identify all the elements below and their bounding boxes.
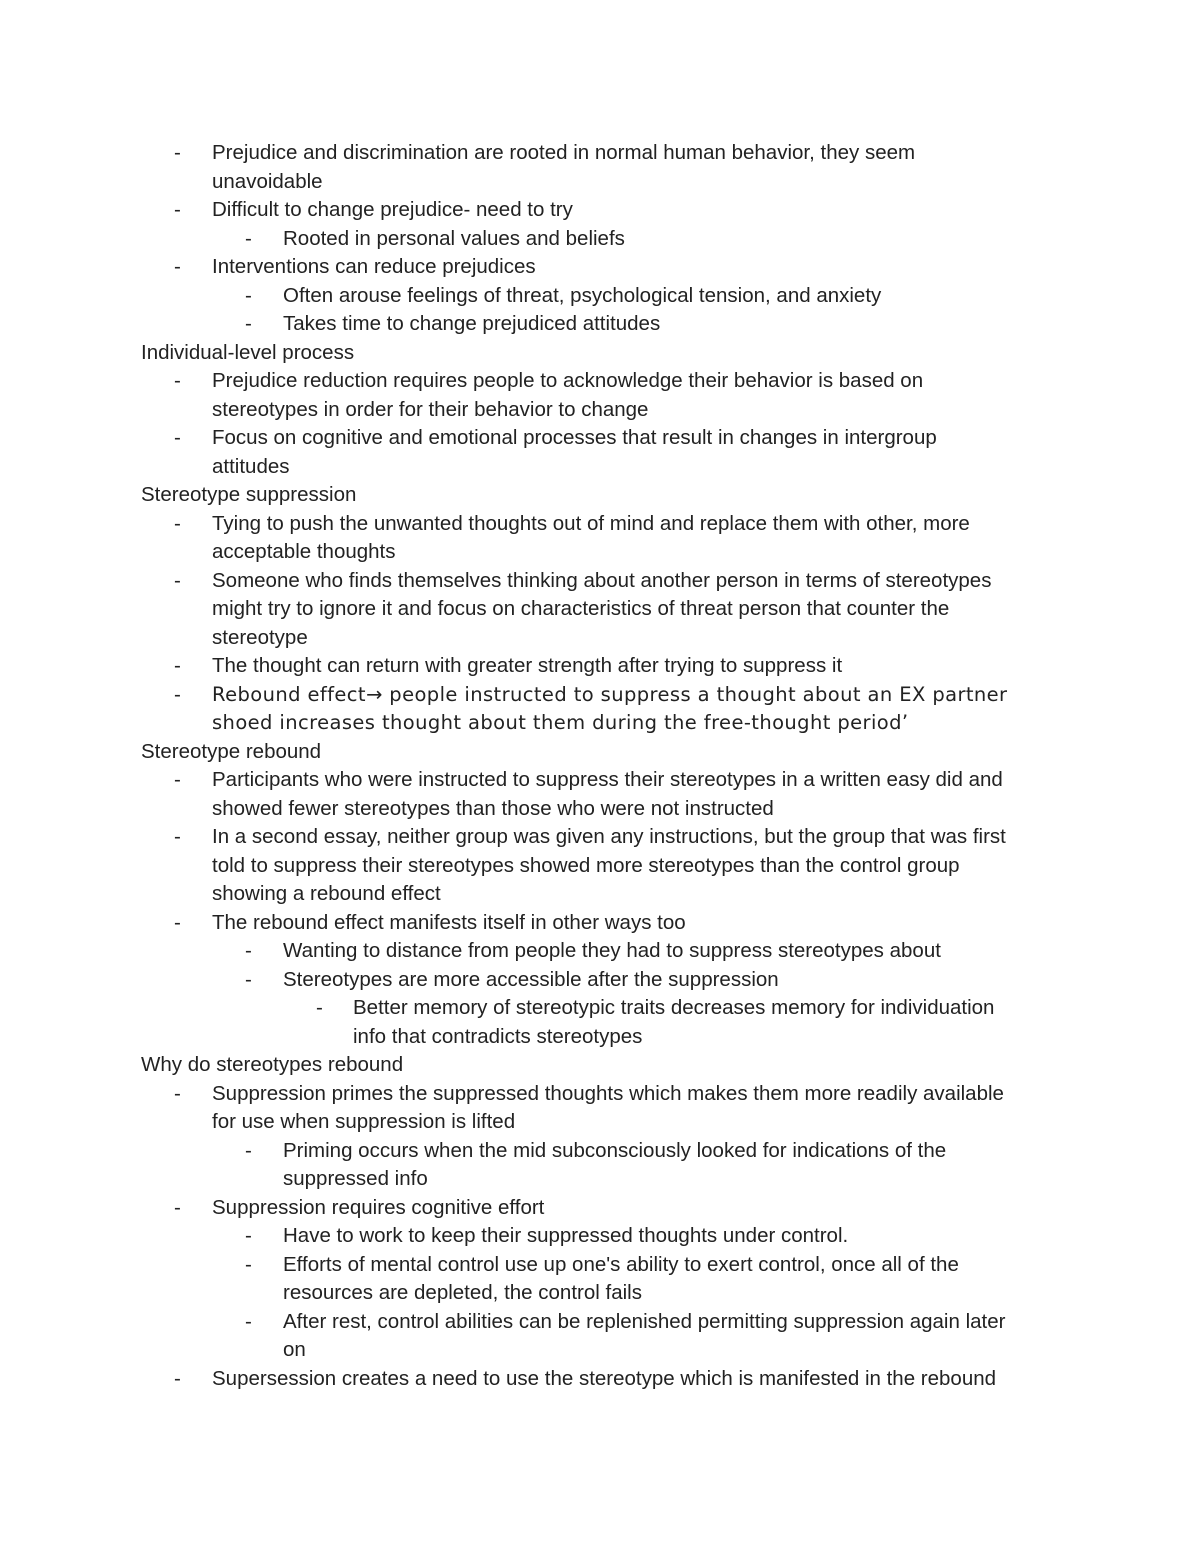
bullet-item <box>0 424 1200 453</box>
line-text: Prejudice and discrimination are rooted in normal human behavior, they seem <box>212 141 916 164</box>
bullet-dash-icon: - <box>245 1224 252 1247</box>
bullet-continuation <box>0 168 1200 197</box>
bullet-dash-icon: - <box>245 939 252 962</box>
line-text: Rebound effect→ people instructed to suppress a thought about an EX partner <box>212 682 1008 706</box>
bullet-dash-icon: - <box>174 568 181 592</box>
bullet-dash-icon: - <box>245 1138 252 1162</box>
line-text: told to suppress their stereotypes showed more stereotypes than the control group <box>212 853 960 877</box>
bullet-dash-icon: - <box>245 226 252 250</box>
line-text: showed fewer stereotypes than those who were not instructed <box>212 796 774 820</box>
section-heading <box>0 738 1200 767</box>
bullet-dash-icon: - <box>174 141 181 164</box>
line-text: shoed increases thought about them during the free-thought period’ <box>212 711 909 734</box>
bullet-item <box>0 510 1200 539</box>
line-text: Someone who finds themselves thinking about another person in terms of stereotypes <box>212 568 992 592</box>
bullet-item <box>0 225 1200 254</box>
bullet-item <box>0 1308 1200 1337</box>
line-text: suppressed info <box>283 1167 428 1190</box>
line-text: info that contradicts stereotypes <box>353 1024 643 1048</box>
bullet-item <box>0 1137 1200 1166</box>
bullet-continuation <box>0 709 1200 738</box>
bullet-continuation <box>0 1279 1200 1308</box>
bullet-dash-icon: - <box>174 682 181 706</box>
bullet-continuation <box>0 1108 1200 1137</box>
bullet-continuation <box>0 852 1200 881</box>
bullet-continuation <box>0 396 1200 425</box>
bullet-dash-icon: - <box>174 198 181 221</box>
line-text: Takes time to change prejudiced attitudes <box>283 312 661 335</box>
line-text: The rebound effect manifests itself in other ways too <box>212 910 686 934</box>
bullet-item <box>0 823 1200 852</box>
bullet-item <box>0 994 1200 1023</box>
bullet-item <box>0 681 1200 710</box>
section-heading <box>0 339 1200 368</box>
bullet-item <box>0 766 1200 795</box>
bullet-dash-icon: - <box>245 967 252 991</box>
bullet-continuation <box>0 1336 1200 1365</box>
bullet-dash-icon: - <box>316 996 323 1019</box>
line-text: Rooted in personal values and beliefs <box>283 226 625 250</box>
bullet-dash-icon: - <box>245 1309 252 1333</box>
line-text: After rest, control abilities can be replenished permitting suppression again later <box>283 1309 1006 1333</box>
section-heading <box>0 481 1200 510</box>
line-text: Tying to push the unwanted thoughts out of mind and replace them with other, more <box>212 511 970 535</box>
line-text: attitudes <box>212 454 290 478</box>
bullet-dash-icon: - <box>174 1081 181 1105</box>
line-text: Stereotypes are more accessible after the suppression <box>283 967 779 991</box>
line-text: Efforts of mental control use up one's ability to exert control, once all of the <box>283 1252 959 1276</box>
bullet-dash-icon: - <box>174 1366 181 1390</box>
bullet-dash-icon: - <box>174 825 181 848</box>
bullet-item <box>0 1251 1200 1280</box>
section-heading <box>0 1051 1200 1080</box>
line-text: Suppression primes the suppressed thoughts which makes them more readily available <box>212 1081 1004 1105</box>
heading-text: Stereotype suppression <box>141 483 357 506</box>
bullet-dash-icon: - <box>174 654 181 677</box>
bullet-item <box>0 567 1200 596</box>
line-text: acceptable thoughts <box>212 540 396 563</box>
bullet-item <box>0 367 1200 396</box>
bullet-continuation <box>0 624 1200 653</box>
bullet-item <box>0 139 1200 168</box>
bullet-dash-icon: - <box>174 426 181 449</box>
bullet-dash-icon: - <box>174 910 181 934</box>
bullet-dash-icon: - <box>174 1195 181 1219</box>
bullet-item <box>0 253 1200 282</box>
heading-text: Individual-level process <box>141 340 355 364</box>
line-text: Wanting to distance from people they had to suppress stereotypes about <box>283 939 941 962</box>
bullet-dash-icon: - <box>174 768 181 791</box>
line-text: Interventions can reduce prejudices <box>212 255 536 278</box>
bullet-dash-icon: - <box>245 1252 252 1276</box>
line-text: unavoidable <box>212 169 323 193</box>
line-text: In a second essay, neither group was given any instructions, but the group that was first <box>212 825 1006 848</box>
bullet-item <box>0 937 1200 966</box>
bullet-continuation <box>0 1165 1200 1194</box>
heading-text: Why do stereotypes rebound <box>141 1053 404 1076</box>
line-text: Participants who were instructed to suppress their stereotypes in a written easy did and <box>212 768 1003 791</box>
bullet-continuation <box>0 453 1200 482</box>
line-text: Focus on cognitive and emotional processes that result in changes in intergroup <box>212 426 937 449</box>
bullet-item <box>0 652 1200 681</box>
line-text: showing a rebound effect <box>212 882 441 905</box>
bullet-item <box>0 1194 1200 1223</box>
line-text: The thought can return with greater strength after trying to suppress it <box>212 654 843 677</box>
bullet-dash-icon: - <box>245 283 252 307</box>
line-text: resources are depleted, the control fails <box>283 1281 642 1304</box>
bullet-item <box>0 1365 1200 1394</box>
line-text: might try to ignore it and focus on characteristics of threat person that counter the <box>212 597 950 620</box>
bullet-continuation <box>0 1023 1200 1052</box>
bullet-item <box>0 909 1200 938</box>
line-text: for use when suppression is lifted <box>212 1110 516 1133</box>
line-text: Prejudice reduction requires people to acknowledge their behavior is based on <box>212 369 924 392</box>
bullet-continuation <box>0 595 1200 624</box>
bullet-dash-icon: - <box>174 511 181 535</box>
line-text: Supersession creates a need to use the stereotype which is manifested in the rebound <box>212 1366 997 1390</box>
line-text: Often arouse feelings of threat, psychological tension, and anxiety <box>283 283 882 307</box>
line-text: on <box>283 1338 306 1361</box>
line-text: Have to work to keep their suppressed thoughts under control. <box>283 1224 849 1247</box>
line-text: Better memory of stereotypic traits decreases memory for individuation <box>353 996 995 1019</box>
bullet-item <box>0 1080 1200 1109</box>
bullet-dash-icon: - <box>174 369 181 392</box>
bullet-item <box>0 966 1200 995</box>
bullet-item <box>0 282 1200 311</box>
bullet-item <box>0 1222 1200 1251</box>
bullet-item <box>0 310 1200 339</box>
bullet-item <box>0 196 1200 225</box>
bullet-continuation <box>0 795 1200 824</box>
line-text: Difficult to change prejudice- need to try <box>212 198 573 221</box>
line-text: Suppression requires cognitive effort <box>212 1195 545 1219</box>
bullet-dash-icon: - <box>245 312 252 335</box>
heading-text: Stereotype rebound <box>141 739 322 763</box>
line-text: stereotype <box>212 625 308 649</box>
line-text: stereotypes in order for their behavior to change <box>212 397 649 421</box>
bullet-continuation <box>0 880 1200 909</box>
bullet-dash-icon: - <box>174 255 181 278</box>
line-text: Priming occurs when the mid subconsciously looked for indications of the <box>283 1138 947 1162</box>
bullet-continuation <box>0 538 1200 567</box>
document-page <box>0 139 1200 1393</box>
